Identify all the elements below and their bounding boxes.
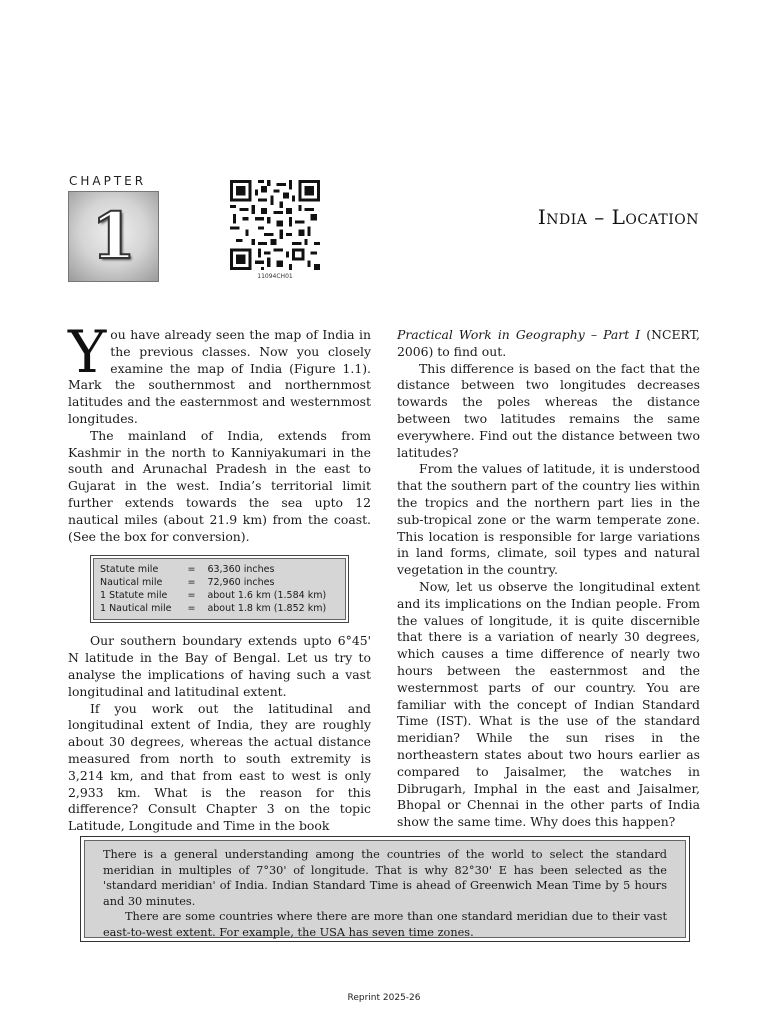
- dropcap: Y: [68, 318, 107, 386]
- conversion-box-inner: [93, 558, 346, 620]
- qr-code-icon: [230, 180, 320, 270]
- conversion-value: about 1.8 km (1.852 km): [207, 603, 327, 615]
- conversion-equals: =: [187, 577, 196, 589]
- conversion-equals: =: [187, 603, 196, 615]
- conversion-label: 1 Nautical mile: [100, 603, 172, 615]
- left-paragraph-4: If you work out the latitudinal and longitudinal extent of India, they are roughly about 30 degrees, whereas the actual distance measured from north to south extremity is 3,214 km, and that from east to west is only 2,933 km. What is the reason for this difference? Consult Chapter 3 on the topic Latitude, Longitude and Time in the book: [68, 700, 371, 834]
- table-row: [100, 563, 332, 576]
- left-column: [68, 318, 371, 835]
- standard-meridian-box-inner: [84, 840, 686, 938]
- chapter-title: India – Location: [537, 205, 699, 229]
- book-title: Practical Work in Geography – Part I: [397, 327, 641, 342]
- conversion-label: Nautical mile: [100, 577, 163, 589]
- conversion-label: 1 Statute mile: [100, 590, 168, 602]
- chapter-label: CHAPTER: [69, 174, 147, 188]
- conversion-label: Statute mile: [100, 564, 159, 576]
- standard-meridian-box: [80, 836, 690, 942]
- qr-caption: 11094CH01: [257, 273, 293, 280]
- right-paragraph-1-text: (NCERT, 2006) to find out.: [397, 327, 700, 359]
- conversion-box: [90, 555, 349, 623]
- box-paragraph-2: There are some countries where there are more than one standard meridian due to their vast east-to-west extent. For example, the USA has seven time zones.: [103, 910, 667, 939]
- table-row: [100, 602, 332, 615]
- conversion-equals: =: [187, 590, 196, 602]
- table-row: [100, 576, 332, 589]
- right-paragraph-3: From the values of latitude, it is understood that the southern part of the country lies within the tropics and the northern part lies in the sub-tropical zone or the warm temperate zone. This location is responsible for large variations in land forms, climate, soil types and natural vegetation in the country.: [397, 461, 700, 578]
- conversion-table: [100, 563, 332, 615]
- right-paragraph-2: This difference is based on the fact that the distance between two longitudes decreases towards the poles whereas the distance between two latitudes remains the same everywhere. Find out the distance between two latitudes?: [397, 360, 700, 460]
- conversion-value: about 1.6 km (1.584 km): [207, 590, 327, 602]
- footer: Reprint 2025-26: [347, 993, 421, 1003]
- conversion-equals: =: [187, 564, 196, 576]
- conversion-value: 72,960 inches: [207, 577, 275, 589]
- chapter-number-box: [68, 191, 159, 282]
- left-paragraph-3: Our southern boundary extends upto 6°45' N latitude in the Bay of Bengal. Let us try to analyse the implications of having such a vast longitudinal and latitudinal extent.: [68, 633, 371, 699]
- left-paragraph-2: The mainland of India, extends from Kashmir in the north to Kanniyakumari in the south and Arunachal Pradesh in the east to Gujarat in the west. India’s territorial limit further extends towards the sea upto 12 nautical miles (about 21.9 km) from the coast. (See the box for conversion).: [68, 427, 371, 544]
- right-column: [397, 327, 700, 831]
- table-row: [100, 589, 332, 602]
- conversion-value: 63,360 inches: [207, 564, 275, 576]
- left-paragraph-1-text: ou have already seen the map of India in the previous classes. Now you closely examine the map of India (Figure 1.1). Mark the southernmost and northernmost latitudes and the easternmost and westernmost longitudes.: [68, 327, 371, 426]
- box-paragraph-1: There is a general understanding among the countries of the world to select the standard meridian in multiples of 7°30' of longitude. That is why 82°30' E has been selected as the 'standard meridian' of India. Indian Standard Time is ahead of Greenwich Mean Time by 5 hours and 30 minutes.: [103, 848, 667, 908]
- right-paragraph-4: Now, let us observe the longitudinal extent and its implications on the Indian people. From the values of longitude, it is quite discernible that there is a variation of nearly 30 degrees, which causes a time difference of nearly two hours between the easternmost and the westernmost parts of our country. You are familiar with the concept of Indian Standard Time (IST). What is the use of the standard meridian? While the sun rises in the northeastern states about two hours earlier as compared to Jaisalmer, the watches in Dibrugarh, Imphal in the east and Jaisalmer, Bhopal or Chennai in the other parts of India show the same time. Why does this happen?: [397, 578, 700, 830]
- right-paragraph-1: [397, 327, 700, 361]
- chapter-number: 1: [91, 199, 136, 274]
- left-paragraph-1: [68, 318, 371, 428]
